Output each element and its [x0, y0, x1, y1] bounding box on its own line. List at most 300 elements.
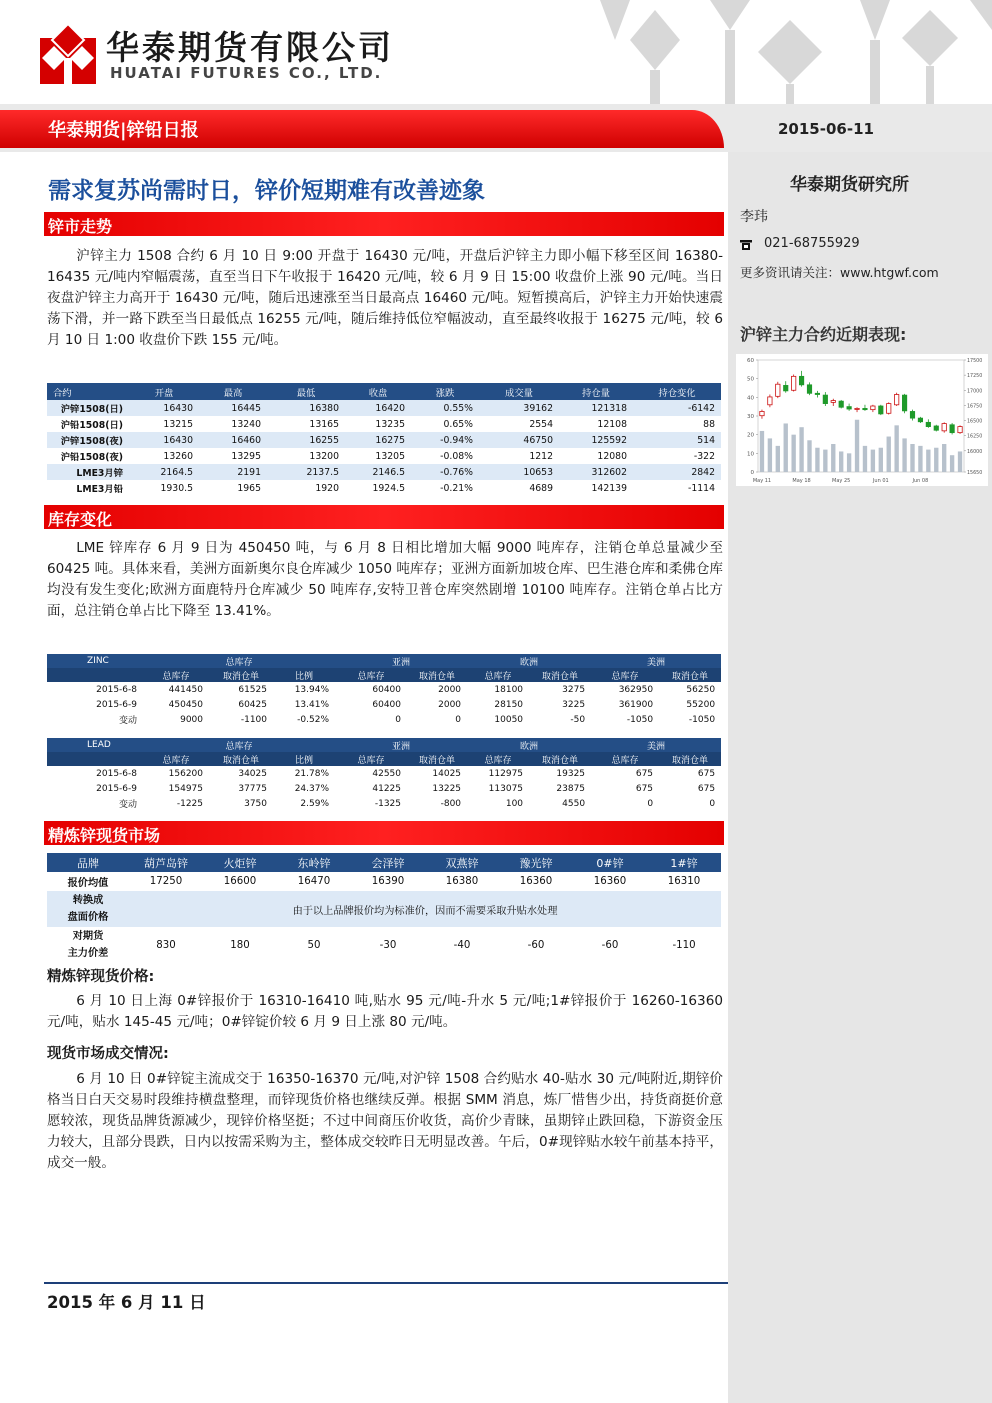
spread-cell: 50 — [307, 939, 321, 951]
volume-bar — [926, 450, 930, 472]
zinc-inventory-table — [47, 654, 721, 727]
volume-bar — [934, 448, 938, 472]
table-row — [47, 432, 721, 448]
sub-header: 总库存 — [143, 668, 209, 682]
table-cell: 16380 — [267, 400, 345, 416]
price-cell: 16390 — [371, 876, 405, 887]
table-cell: -800 — [440, 798, 462, 809]
volume-bar — [799, 427, 803, 472]
market-text: 沪锌主力 1508 合约 6 月 10 日 9:00 开盘于 16430 元/吨，开盘后沪锌主力即小幅下移至区间 16380-16435 元/吨内窄幅震荡，直至当日下午收报于 16420 元/吨，较 6 月 9 日 15:00 收盘价上涨 90 元/吨。当日夜盘沪锌主力高开于 16430 元/吨，随后迅速涨至当日最高点 16460 元/吨。短暂摸高后，沪锌主力开始快速震荡下滑，并一路下跌至当日最低点 16255 元/吨，随后维持低位窄幅波动，直至最终收报于 16275 元/吨，较 6 月 10 日 1:00 收盘价下跌 155 元/吨。 — [47, 248, 723, 348]
candle-body — [871, 406, 875, 410]
col-header: 双燕锌 — [425, 853, 499, 872]
table-row — [47, 480, 721, 496]
table-row — [47, 766, 721, 781]
volume-bar — [887, 437, 891, 472]
section-heading-market — [44, 212, 724, 236]
sub-header: 取消仓单 — [209, 668, 273, 682]
lead-inventory-table — [47, 738, 721, 811]
table-cell: 441450 — [168, 684, 203, 695]
table-cell: 9000 — [180, 714, 203, 725]
volume-bar — [894, 425, 898, 472]
sidebar — [728, 152, 992, 1403]
table-row — [47, 796, 721, 811]
futures-table — [47, 383, 721, 496]
table-cell: 112975 — [488, 768, 524, 779]
candle-body — [784, 385, 788, 390]
spread-cell: -60 — [601, 939, 619, 951]
contract-name: 沪锌1508(日) — [47, 400, 129, 416]
table-cell: -6142 — [633, 400, 721, 416]
report-date: 2015-06-11 — [778, 120, 874, 138]
spread-cell: -110 — [672, 939, 696, 951]
price-cell: 16600 — [223, 876, 257, 887]
sub-header: 总库存 — [591, 668, 659, 682]
table-cell: 88 — [703, 418, 715, 430]
company-logo-icon — [40, 24, 96, 84]
right-axis-tick-label: 16500 — [967, 419, 983, 425]
candle-body — [807, 385, 811, 393]
phone-icon — [740, 238, 752, 250]
candlestick-chart — [736, 354, 988, 486]
volume-bar — [807, 440, 811, 472]
candle-body — [902, 395, 906, 411]
convert-note: 由于以上品牌报价均为标准价，因而不需要采取升贴水处理 — [129, 891, 721, 927]
research-institute-name: 华泰期货研究所 — [790, 175, 909, 195]
candle-body — [894, 395, 898, 405]
table-cell: 2554 — [529, 418, 553, 430]
table-cell: 2.59% — [300, 798, 330, 809]
table-cell: -0.94% — [411, 432, 479, 448]
row-date: 变动 — [118, 716, 137, 726]
convert-row — [47, 891, 721, 927]
decorative-pattern — [560, 0, 992, 104]
col-header: 最低 — [267, 383, 345, 400]
sub-header: 取消仓单 — [529, 752, 591, 766]
right-axis-tick-label: 15650 — [967, 471, 983, 476]
group-header: 亚洲 — [335, 738, 467, 752]
sub-header: 总库存 — [335, 752, 407, 766]
table-cell: 675 — [635, 783, 654, 794]
right-axis-tick-label: 16750 — [967, 404, 983, 410]
table-cell: 13260 — [163, 450, 193, 462]
group-header: 美洲 — [591, 738, 721, 752]
table-cell: 0.55% — [411, 400, 479, 416]
table-cell: 2842 — [633, 464, 721, 480]
section-heading-spot-text: 精炼锌现货市场 — [48, 826, 161, 845]
price-cell: 16310 — [667, 876, 701, 887]
col-header: 火炬锌 — [203, 853, 277, 872]
col-header: 1#锌 — [647, 853, 721, 872]
more-info-label: 更多资讯请关注： — [740, 265, 841, 280]
section-heading-inventory-text: 库存变化 — [48, 510, 113, 529]
row-label-line: 盘面价格 — [67, 912, 109, 923]
candle-body — [815, 393, 819, 394]
blank-header — [47, 668, 143, 682]
table-cell: 42550 — [372, 768, 402, 779]
contract-name: 沪锌1508(夜) — [47, 432, 129, 448]
row-label-line: 转换成 — [72, 895, 104, 906]
table-cell: 0 — [395, 714, 402, 725]
table-cell: 100 — [505, 798, 524, 809]
sub-header: 取消仓单 — [659, 752, 721, 766]
table-cell: 13165 — [309, 418, 339, 430]
volume-bar — [791, 435, 795, 472]
volume-bar — [847, 453, 851, 472]
table-cell: -1050 — [688, 714, 716, 725]
blank-header — [47, 752, 143, 766]
row-date: 2015-6-9 — [96, 783, 137, 794]
group-header: 总库存 — [143, 738, 335, 752]
table-cell: -0.21% — [440, 482, 473, 494]
price-cell: 16360 — [593, 876, 627, 887]
contract-name: LME3月锌 — [47, 464, 129, 480]
table-cell: 16430 — [129, 400, 199, 416]
candle-body — [839, 401, 843, 407]
table-cell: 2137.5 — [267, 464, 345, 480]
sub-header: 总库存 — [591, 752, 659, 766]
table-cell: 60400 — [372, 684, 402, 695]
table-cell: 41225 — [372, 783, 402, 794]
sub-header: 比例 — [273, 668, 335, 682]
col-header: 开盘 — [129, 383, 199, 400]
table-cell: 39162 — [479, 400, 559, 416]
table-cell: 1212 — [529, 450, 553, 462]
left-axis-tick-label: 20 — [747, 432, 754, 439]
spread-cell: -40 — [453, 939, 471, 951]
table-cell: 514 — [633, 432, 721, 448]
table-cell: 675 — [697, 783, 716, 794]
table-cell: 3275 — [562, 684, 586, 695]
volume-bar — [902, 438, 906, 472]
candle-body — [918, 418, 922, 422]
row-label: 报价均值 — [67, 878, 109, 889]
left-axis-tick-label: 0 — [750, 470, 754, 476]
col-header: 东岭锌 — [277, 853, 351, 872]
sub-header: 总库存 — [335, 668, 407, 682]
table-cell: 13205 — [375, 450, 405, 462]
table-cell: -0.52% — [297, 714, 330, 725]
inventory-sub-header — [47, 668, 721, 682]
table-cell: 56250 — [686, 684, 716, 695]
page-header — [0, 0, 992, 104]
table-cell: 61525 — [238, 684, 267, 695]
website-link[interactable]: www.htgwf.com — [840, 265, 939, 280]
spot-table-header — [47, 853, 721, 872]
table-row — [47, 712, 721, 727]
col-header: 最高 — [199, 383, 267, 400]
table-cell: 2146.5 — [345, 464, 411, 480]
plot-area — [758, 360, 964, 472]
section-heading-spot — [44, 821, 724, 845]
table-cell: -1114 — [687, 482, 715, 494]
x-axis-tick-label: Jun 08 — [912, 478, 929, 484]
candle-body — [855, 408, 859, 409]
table-cell: 675 — [635, 768, 654, 779]
col-header: 收盘 — [345, 383, 411, 400]
col-header: 会泽锌 — [351, 853, 425, 872]
spot-price-paragraph — [47, 991, 723, 1033]
table-cell: -1100 — [240, 714, 267, 725]
table-cell: 16275 — [345, 432, 411, 448]
spot-trade-subheading: 现货市场成交情况: — [47, 1046, 169, 1062]
volume-bar — [760, 431, 764, 472]
candle-body — [831, 401, 835, 403]
table-cell: 13215 — [163, 418, 193, 430]
table-cell: 37775 — [238, 783, 267, 794]
row-label — [47, 891, 129, 927]
table-cell: 0 — [647, 798, 654, 809]
table-cell: 18100 — [494, 684, 524, 695]
price-cell: 16380 — [445, 876, 479, 887]
table-cell: 16255 — [267, 432, 345, 448]
candle-body — [879, 406, 883, 414]
x-axis-tick-label: Jun 01 — [872, 478, 889, 484]
candle-body — [799, 376, 803, 384]
table-cell: -50 — [570, 714, 586, 725]
left-axis-tick-label: 60 — [747, 358, 754, 364]
table-cell: 142139 — [591, 482, 627, 494]
row-label-line: 对期货 — [72, 931, 104, 942]
chart-title: 沪锌主力合约近期表现: — [740, 325, 907, 344]
price-cell: 16470 — [297, 876, 331, 887]
more-info — [740, 263, 939, 281]
volume-bar — [918, 446, 922, 472]
volume-bar — [768, 438, 772, 472]
footer-date: 2015 年 6 月 11 日 — [47, 1293, 206, 1312]
table-cell: 2191 — [199, 464, 267, 480]
table-cell: 16430 — [129, 432, 199, 448]
volume-bar — [815, 448, 819, 472]
table-cell: 3750 — [244, 798, 267, 809]
table-cell: 450450 — [168, 699, 203, 710]
table-row — [47, 416, 721, 432]
candle-body — [791, 376, 795, 390]
left-axis-tick-label: 40 — [747, 395, 754, 402]
table-cell: 1924.5 — [372, 482, 405, 494]
table-row — [47, 781, 721, 796]
table-cell: 3225 — [562, 699, 586, 710]
spot-brand-table — [47, 853, 721, 963]
sub-header: 总库存 — [143, 752, 209, 766]
phone-number: 021-68755929 — [764, 236, 860, 251]
left-axis-tick-label: 50 — [747, 376, 754, 383]
sub-header: 取消仓单 — [407, 752, 467, 766]
metal-label: ZINC — [47, 654, 143, 668]
candle-body — [950, 425, 954, 433]
spread-cell: 830 — [156, 939, 176, 951]
document-title: 需求复苏尚需时日，锌价短期难有改善迹象 — [48, 178, 485, 204]
table-cell: 1930.5 — [160, 482, 193, 494]
contact-phone — [740, 236, 860, 251]
col-header: 涨跌 — [411, 383, 479, 400]
spot-trade-text: 6 月 10 日 0#锌锭主流成交于 16350-16370 元/吨,对沪锌 1508 合约贴水 40-贴水 30 元/吨附近,期锌价格当日白天交易时段维持横盘整理，而锌现货价格也继续反弹。根据 SMM 消息，炼厂惜售少出，持货商挺价意愿较浓，现货品牌货源减少，现锌价格坚挺；不过中间商压价收货，高价少青睐，虽期锌止跌回稳，下游资金压力较大，且部分畏跌，日内以按需采购为主，整体成交较昨日无明显改善。午后，0#现锌贴水较午前基本持平，成交一般。 — [47, 1071, 723, 1171]
spread-cell: 180 — [230, 939, 250, 951]
table-cell: 675 — [697, 768, 716, 779]
col-header: 合约 — [47, 383, 129, 400]
sub-header: 总库存 — [467, 752, 529, 766]
inventory-sub-header — [47, 752, 721, 766]
volume-bar — [776, 446, 780, 472]
row-date: 2015-6-8 — [96, 768, 137, 779]
table-cell: 13235 — [375, 418, 405, 430]
col-header: 持仓量 — [559, 383, 633, 400]
table-row — [47, 464, 721, 480]
table-cell: 34025 — [238, 768, 267, 779]
inventory-paragraph — [47, 538, 723, 622]
col-header: 0#锌 — [573, 853, 647, 872]
sub-header: 比例 — [273, 752, 335, 766]
left-axis-tick-label: 10 — [747, 451, 754, 458]
company-name-cn: 华泰期货有限公司 — [106, 28, 394, 67]
company-name-en: HUATAI FUTURES CO., LTD. — [110, 64, 383, 82]
candle-body — [910, 411, 914, 418]
spread-cell: -60 — [527, 939, 545, 951]
table-cell: 13240 — [231, 418, 261, 430]
candle-body — [760, 411, 764, 415]
col-header: 成交量 — [479, 383, 559, 400]
table-cell: 12080 — [597, 450, 627, 462]
table-cell: 16460 — [199, 432, 267, 448]
candle-body — [863, 408, 867, 409]
volume-bar — [831, 444, 835, 472]
volume-bar — [879, 448, 883, 472]
table-cell: -1325 — [374, 798, 402, 809]
col-header: 品牌 — [47, 853, 129, 872]
candle-body — [942, 424, 946, 431]
group-header: 欧洲 — [467, 654, 591, 668]
report-series-title: 华泰期货|锌铅日报 — [48, 120, 199, 141]
table-row — [47, 682, 721, 697]
inventory-group-header — [47, 654, 721, 668]
table-cell: -1050 — [626, 714, 654, 725]
spot-trade-paragraph — [47, 1069, 723, 1174]
table-cell: 156200 — [168, 768, 203, 779]
table-cell: 60400 — [372, 699, 402, 710]
table-cell: 361900 — [618, 699, 654, 710]
table-cell: 4550 — [562, 798, 586, 809]
volume-bar — [950, 455, 954, 472]
candle-body — [847, 407, 851, 409]
candle-body — [926, 422, 930, 426]
table-cell: 113075 — [488, 783, 524, 794]
table-cell: 312602 — [559, 464, 633, 480]
table-cell: 0.65% — [443, 418, 473, 430]
group-header: 美洲 — [591, 654, 721, 668]
volume-bar — [784, 423, 788, 472]
volume-bar — [863, 446, 867, 472]
right-axis-tick-label: 16250 — [967, 434, 983, 440]
price-cell: 16360 — [519, 876, 553, 887]
volume-bar — [942, 444, 946, 472]
table-row — [47, 400, 721, 416]
table-cell: 55200 — [686, 699, 716, 710]
group-header: 总库存 — [143, 654, 335, 668]
table-cell: 1920 — [315, 482, 339, 494]
table-cell: 13200 — [309, 450, 339, 462]
table-cell: 23875 — [556, 783, 586, 794]
price-cell: 17250 — [149, 876, 183, 887]
spot-price-text: 6 月 10 日上海 0#锌报价于 16310-16410 吨,贴水 95 元/吨-升水 5 元/吨;1#锌报价于 16260-16360 元/吨，贴水 145-45 元/吨；0#锌锭价较 6 月 9 日上涨 80 元/吨。 — [47, 993, 723, 1030]
footer-divider — [44, 1282, 728, 1284]
row-label-line: 主力价差 — [67, 948, 109, 959]
row-date: 2015-6-8 — [96, 684, 137, 695]
candle-body — [934, 426, 938, 430]
contract-name: 沪铅1508(日) — [60, 420, 123, 431]
market-paragraph — [47, 246, 723, 351]
row-date: 变动 — [118, 800, 137, 810]
right-axis-tick-label: 17500 — [967, 359, 983, 364]
right-axis-tick-label: 16000 — [967, 449, 983, 455]
volume-bar — [823, 450, 827, 472]
table-cell: 13.94% — [294, 684, 330, 695]
candle-body — [887, 404, 891, 414]
table-cell: 12108 — [597, 418, 627, 430]
table-cell: 2164.5 — [129, 464, 199, 480]
group-header: 欧洲 — [467, 738, 591, 752]
spot-price-subheading: 精炼锌现货价格: — [47, 969, 155, 985]
table-cell: 1965 — [237, 482, 261, 494]
candle-body — [823, 395, 827, 403]
table-row — [47, 448, 721, 464]
author-name: 李玮 — [740, 209, 768, 225]
table-cell: 28150 — [494, 699, 524, 710]
candle-body — [776, 384, 780, 396]
table-cell: 13295 — [231, 450, 261, 462]
table-cell: 125592 — [559, 432, 633, 448]
table-cell: 121318 — [559, 400, 633, 416]
price-row — [47, 872, 721, 891]
group-header: 亚洲 — [335, 654, 467, 668]
table-cell: 4689 — [529, 482, 553, 494]
report-banner — [0, 104, 992, 152]
table-cell: 2000 — [438, 699, 462, 710]
chart-canvas — [736, 354, 988, 486]
sub-header: 总库存 — [467, 668, 529, 682]
table-row — [47, 697, 721, 712]
section-heading-market-text: 锌市走势 — [48, 217, 113, 236]
right-axis-tick-label: 17000 — [967, 389, 983, 395]
table-cell: 60425 — [238, 699, 267, 710]
inventory-group-header — [47, 738, 721, 752]
table-cell: 10653 — [479, 464, 559, 480]
table-cell: -322 — [693, 450, 715, 462]
candle-body — [768, 397, 772, 405]
volume-bar — [958, 451, 962, 472]
inventory-text: LME 锌库存 6 月 9 日为 450450 吨，与 6 月 8 日相比增加大幅 9000 吨库存，注销仓单总量减少至 60425 吨。具体来看，美洲方面新奥尔良仓库减少 1050 吨库存；亚洲方面新加坡仓库、巴生港仓库和柔佛仓库均没有发生变化;欧洲方面鹿特丹仓库减少 50 吨库存,安特卫普仓库突然剧增 10100 吨库存。注销仓单占比方面，总注销仓单占比下降至 13.41%。 — [47, 540, 723, 619]
sub-header: 取消仓单 — [407, 668, 467, 682]
table-cell: 19325 — [556, 768, 586, 779]
table-cell: 16420 — [345, 400, 411, 416]
sub-header: 取消仓单 — [209, 752, 273, 766]
table-cell: 0 — [455, 714, 462, 725]
spread-cell: -30 — [379, 939, 397, 951]
table-cell: 2000 — [438, 684, 462, 695]
col-header: 持仓变化 — [633, 383, 721, 400]
table-cell: 46750 — [479, 432, 559, 448]
contract-name: 沪铅1508(夜) — [60, 452, 123, 463]
table-cell: 0 — [709, 798, 716, 809]
col-header: 豫光锌 — [499, 853, 573, 872]
sub-header: 取消仓单 — [659, 668, 721, 682]
section-heading-inventory — [44, 505, 724, 529]
table-cell: 14025 — [432, 768, 462, 779]
table-cell: -0.08% — [440, 450, 473, 462]
volume-bar — [839, 451, 843, 472]
table-cell: 21.78% — [294, 768, 330, 779]
table-cell: -1225 — [176, 798, 203, 809]
sub-header: 取消仓单 — [529, 668, 591, 682]
x-axis-tick-label: May 11 — [752, 478, 772, 484]
